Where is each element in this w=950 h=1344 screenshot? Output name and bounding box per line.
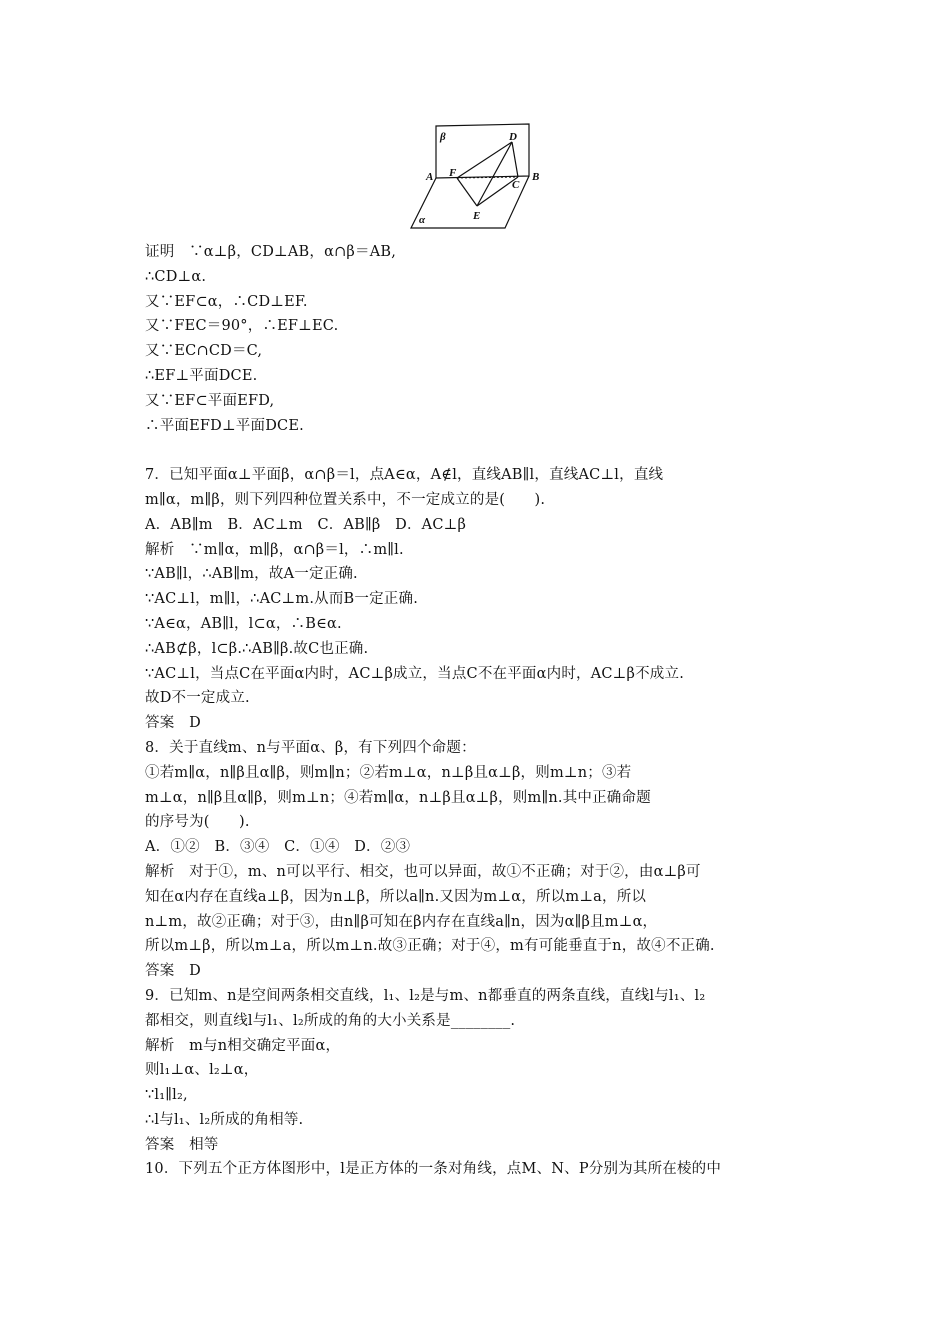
q7-options: A．AB∥m B．AC⊥m C．AB∥β D．AC⊥β [145, 516, 467, 533]
q8-line: ①若m∥α，n∥β且α∥β，则m∥n；②若m⊥α，n⊥β且α⊥β，则m⊥n；③若 [145, 764, 632, 781]
label-b: B [532, 171, 540, 183]
q8-line: 8．关于直线m、n与平面α、β，有下列四个命题： [145, 739, 476, 756]
proof-section [145, 240, 815, 438]
q10-line: 10．下列五个正方体图形中，l是正方体的一条对角线，点M、N、P分别为其所在棱的中 [145, 1161, 722, 1178]
q8-line: m⊥α，n∥β且α∥β，则m⊥n；④若m∥α，n⊥β且α⊥β，则m∥n.其中正确命题 [145, 789, 651, 806]
q8-line: 的序号为( ). [145, 814, 250, 831]
label-d: D [509, 131, 517, 143]
q7-line: ∵AC⊥l，m∥l，∴AC⊥m.从而B一定正确. [145, 591, 418, 608]
q7-line: ∵AC⊥l，当点C在平面α内时，AC⊥β成立，当点C不在平面α内时，AC⊥β不成立. [145, 665, 685, 682]
proof-line: 又∵EF⊂α，∴CD⊥EF. [145, 293, 308, 310]
spacer [145, 438, 815, 463]
proof-line: ∴CD⊥α. [145, 268, 207, 285]
proof-line: 证明 ∵α⊥β，CD⊥AB，α∩β＝AB, [145, 244, 397, 260]
label-alpha: α [419, 214, 426, 226]
planes-figure [405, 122, 555, 232]
question-10 [145, 1157, 815, 1182]
document-body [145, 240, 815, 1182]
label-beta: β [440, 131, 446, 143]
q7-line: m∥α，m∥β，则下列四种位置关系中，不一定成立的是( ). [145, 491, 546, 508]
line-fd [457, 142, 512, 178]
q9-line: 则l₁⊥α、l₂⊥α， [145, 1062, 259, 1079]
q9-line: ∴l与l₁、l₂所成的角相等. [145, 1111, 304, 1128]
q7-line: ∵AB∥l，∴AB∥m，故A一定正确. [145, 566, 358, 583]
question-9 [145, 984, 815, 1158]
q7-line: 7．已知平面α⊥平面β，α∩β＝l，点A∈α，A∉l，直线AB∥l，直线AC⊥l，直线 [145, 467, 664, 484]
question-7 [145, 463, 815, 736]
proof-line: ∴EF⊥平面DCE. [145, 367, 258, 384]
question-8 [145, 736, 815, 984]
q8-line: 解析 对于①，m、n可以平行、相交，也可以异面，故①不正确；对于②，由α⊥β可 [145, 863, 701, 880]
label-a: A [426, 171, 434, 183]
label-f: F [449, 167, 457, 179]
q9-line: 都相交，则直线l与l₁、l₂所成的角的大小关系是________. [145, 1012, 516, 1029]
proof-line: 又∵EF⊂平面EFD, [145, 392, 275, 409]
q8-line: 知在α内存在直线a⊥β，因为n⊥β，所以a∥n.又因为m⊥α，所以m⊥a，所以 [145, 888, 647, 905]
proof-line: 又∵EC∩CD＝C, [145, 343, 263, 360]
q7-line: ∵A∈α，AB∥l，l⊂α，∴B∈α. [145, 615, 342, 632]
q9-line: 解析 m与n相交确定平面α， [145, 1037, 341, 1054]
label-c: C [512, 179, 520, 191]
q8-answer: 答案 D [145, 963, 201, 980]
q8-line: 所以m⊥β，所以m⊥a，所以m⊥n.故③正确；对于④，m有可能垂直于n，故④不正确. [145, 938, 715, 955]
q7-line: 故D不一定成立. [145, 690, 250, 707]
line-ed [477, 142, 512, 206]
label-e: E [473, 210, 481, 222]
q7-line: ∴AB⊄β，l⊂β.∴AB∥β.故C也正确. [145, 640, 369, 657]
q9-line: 9．已知m、n是空间两条相交直线，l₁、l₂是与m、n都垂直的两条直线，直线l与l₁、l₂ [145, 987, 706, 1004]
q9-line: ∵l₁∥l₂, [145, 1087, 188, 1104]
q8-options: A．①② B．③④ C．①④ D．②③ [145, 839, 411, 856]
q8-line: n⊥m，故②正确；对于③，由n∥β可知在β内存在直线a∥n，因为α∥β且m⊥α， [145, 913, 658, 930]
line-fe [457, 178, 477, 206]
perpendicular-planes-diagram [405, 122, 555, 232]
proof-line: 又∵FEC＝90°，∴EF⊥EC. [145, 318, 339, 335]
line-dc [512, 142, 518, 177]
q7-line: 解析 ∵m∥α，m∥β，α∩β＝l，∴m∥l. [145, 541, 404, 558]
proof-line: ∴平面EFD⊥平面DCE. [145, 417, 304, 434]
q7-answer: 答案 D [145, 715, 201, 732]
q9-answer: 答案 相等 [145, 1136, 219, 1153]
